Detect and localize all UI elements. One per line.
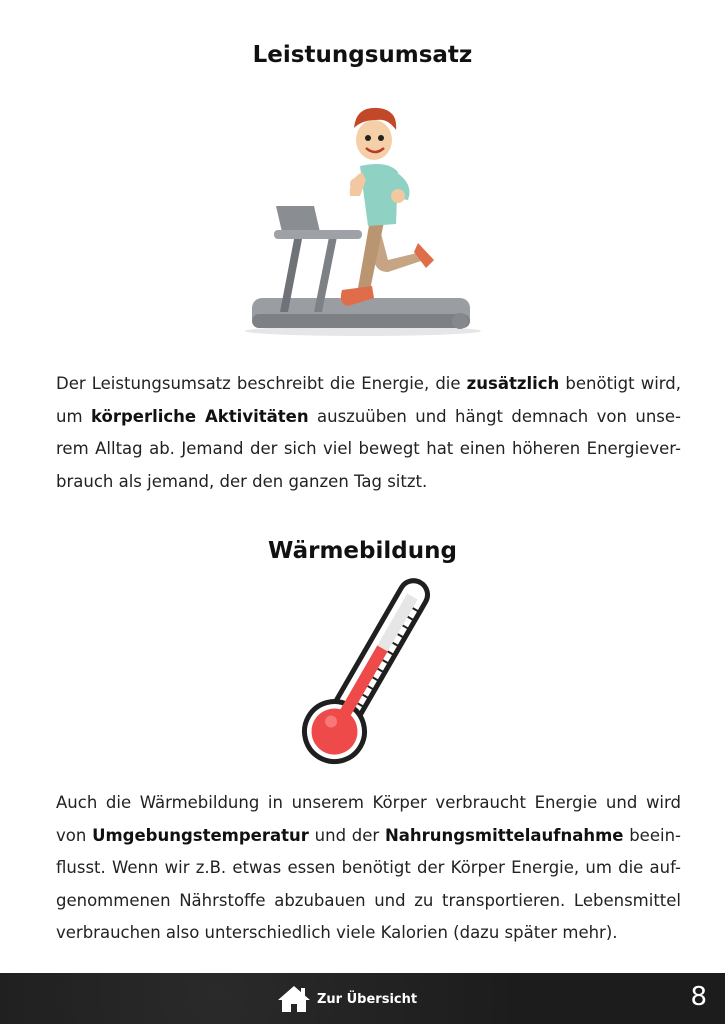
treadmill-runner-illustration [238, 100, 488, 340]
paragraph-waermebildung: Auch die Wärmebildung in unserem Körper verbraucht Energie und wird von Umgebungstemperatur und der Nahrungsmittelaufnahme beein-flusst. Wenn wir z.B. etwas essen benötigt der Körper Energie, um die auf-genommenen Nährstoffe abzubauen und zu transportieren. Lebensmittel verbrauchen also unterschiedlich viele Kalorien (dazu später mehr). [56, 793, 681, 942]
section-title-leistungsumsatz: Leistungsumsatz [252, 42, 473, 68]
emphasis-nahrungsmittelaufnahme: Nahrungsmittelaufnahme [384, 825, 624, 845]
overview-link-label[interactable]: Zur Übersicht [317, 991, 418, 1007]
footer-bar [0, 973, 725, 1024]
emphasis-koerperliche-aktivitaeten: körperliche Aktivitäten [90, 406, 309, 426]
emphasis-zusaetzlich: zusätzlich [466, 374, 560, 393]
section-title-waermebildung: Wärmebildung [268, 538, 457, 564]
home-icon[interactable] [277, 984, 311, 1014]
paragraph-leistungsumsatz: Der Leistungsumsatz beschreibt die Energie, die zusätzlich benötigt wird, um körperliche Aktivitäten auszuüben und hängt demnach von unse-rem Alltag ab. Jemand der sich viel bewegt hat einen höheren Energiever-brauch als jemand, der den ganzen Tag sitzt. [56, 374, 681, 491]
page-number: 8 [690, 982, 707, 1012]
overview-link[interactable] [277, 983, 417, 1015]
thermometer-illustration [292, 574, 440, 780]
emphasis-umgebungstemperatur: Umgebungstemperatur [92, 825, 309, 845]
